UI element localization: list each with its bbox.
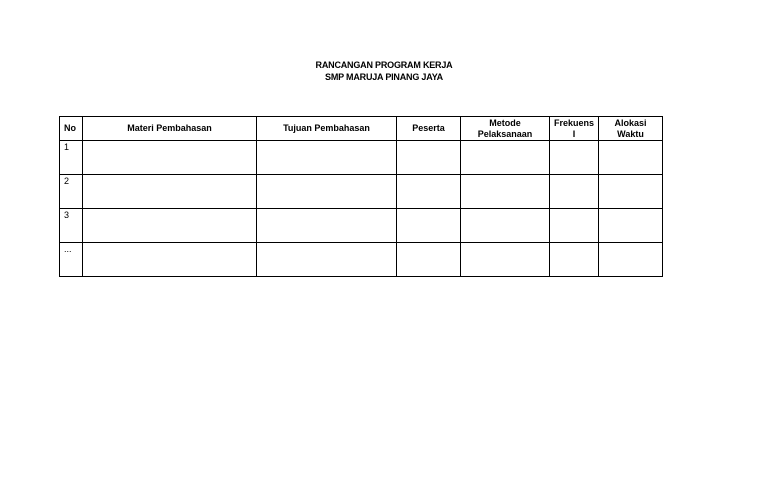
header-alokasi-line2: Waktu [617,128,644,139]
title-line-2: SMP MARUJA PINANG JAYA [325,72,443,82]
header-metode-line1: Metode [489,117,521,128]
cell-alokasi [599,209,663,243]
cell-alokasi [599,175,663,209]
cell-alokasi [599,243,663,277]
cell-frekuensi [550,243,599,277]
cell-peserta [397,175,461,209]
table-row [60,243,663,277]
cell-peserta [397,209,461,243]
cell-frekuensi [550,175,599,209]
header-metode-line2: Pelaksanaan [477,128,533,139]
table-row [60,209,663,243]
header-alokasi [599,117,663,141]
header-frekuensi-line2: I [572,128,576,139]
cell-tujuan [257,209,397,243]
header-tujuan [257,117,397,141]
cell-materi [83,175,257,209]
cell-peserta [397,243,461,277]
cell-frekuensi [550,209,599,243]
title-line-1: RANCANGAN PROGRAM KERJA [315,60,453,70]
table-row [60,141,663,175]
row-number: 3 [60,209,83,243]
cell-metode [461,175,550,209]
cell-frekuensi [550,141,599,175]
header-alokasi-line1: Alokasi [614,117,647,128]
program-table [59,116,663,277]
cell-alokasi [599,141,663,175]
cell-metode [461,243,550,277]
header-peserta-label: Peserta [412,123,445,133]
cell-tujuan [257,175,397,209]
cell-materi [83,141,257,175]
cell-metode [461,141,550,175]
header-tujuan-label: Tujuan Pembahasan [283,123,370,133]
cell-materi [83,209,257,243]
cell-materi [83,243,257,277]
header-metode [461,117,550,141]
cell-tujuan [257,141,397,175]
header-no-label: No [64,123,76,133]
header-frekuensi [550,117,599,141]
header-frekuensi-line1: Frekuens [553,117,595,128]
row-number: 1 [60,141,83,175]
row-number: 2 [60,175,83,209]
header-peserta [397,117,461,141]
header-materi [83,117,257,141]
table-header-row [60,117,663,141]
cell-peserta [397,141,461,175]
header-no [60,117,83,141]
header-materi-label: Materi Pembahasan [127,123,212,133]
table-row [60,175,663,209]
cell-metode [461,209,550,243]
row-number: ... [60,243,83,277]
document-title [0,59,768,83]
cell-tujuan [257,243,397,277]
